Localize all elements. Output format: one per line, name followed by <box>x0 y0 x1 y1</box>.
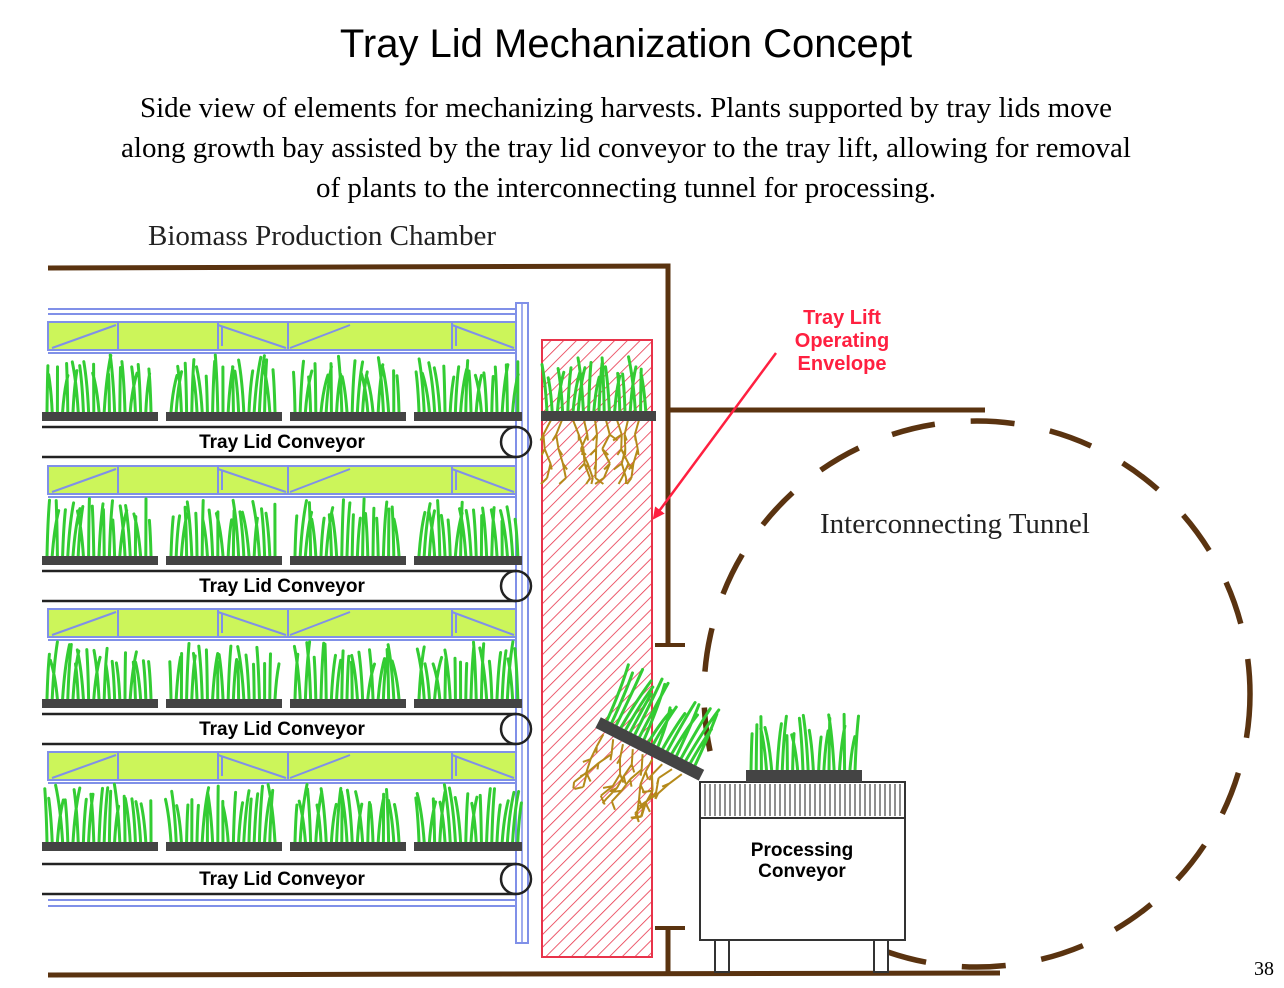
tray-lid <box>166 842 282 851</box>
tray-lid <box>42 556 158 565</box>
plant-cluster <box>294 356 400 412</box>
tray-lid <box>290 842 406 851</box>
plant-cluster <box>751 714 859 772</box>
top-rail <box>48 309 516 314</box>
tray-lid-conveyor-label: Tray Lid Conveyor <box>199 869 365 890</box>
callout-arrow <box>654 353 776 518</box>
subtitle-line: Side view of elements for mechanizing harvests. Plants supported by tray lids move <box>139 92 1113 124</box>
plant-cluster <box>416 359 518 412</box>
tray-lid <box>290 699 406 708</box>
plant-cluster <box>47 355 151 412</box>
tray-lid <box>42 412 158 421</box>
tray-lift-label-line: Operating <box>794 330 890 352</box>
plant-cluster <box>295 785 399 843</box>
processing-label-line: Conveyor <box>758 861 846 882</box>
plant-cluster <box>419 501 518 556</box>
tray-lift-label-line: Envelope <box>797 353 887 375</box>
conveyor-leg <box>715 940 729 972</box>
plant-cluster <box>295 499 399 556</box>
plant-cluster <box>294 642 399 699</box>
page-title: Tray Lid Mechanization Concept <box>339 22 913 66</box>
tray-lid <box>166 699 282 708</box>
plant-cluster <box>171 355 275 412</box>
growth-tier <box>42 466 531 601</box>
tray-lid <box>414 412 522 421</box>
tray-lid-conveyor-label: Tray Lid Conveyor <box>199 719 365 740</box>
plant-cluster <box>166 785 276 843</box>
tunnel-label: Interconnecting Tunnel <box>820 508 1090 540</box>
processing-conveyor <box>700 782 905 972</box>
bottom-rail <box>48 900 516 906</box>
tray-lid <box>414 842 522 851</box>
plant-cluster <box>170 644 279 700</box>
subtitle-line: along growth bay assisted by the tray lid conveyor to the tray lift, allowing for removal <box>121 132 1131 164</box>
page-number: 38 <box>1254 958 1274 980</box>
plant-cluster <box>47 499 151 556</box>
plant-cluster <box>417 642 518 699</box>
growth-tier <box>42 322 531 457</box>
plant-cluster <box>45 784 151 842</box>
tray-lid <box>166 412 282 421</box>
tray-lid <box>414 556 522 565</box>
chamber-label: Biomass Production Chamber <box>148 220 496 252</box>
processing-tray <box>746 714 862 782</box>
growth-tiers <box>42 322 531 906</box>
growth-tier <box>42 752 531 894</box>
tray-lid <box>290 556 406 565</box>
conveyor-leg <box>874 940 888 972</box>
tray-lid-conveyor-label: Tray Lid Conveyor <box>199 432 365 453</box>
plant-cluster <box>416 785 522 842</box>
growth-tier <box>42 609 531 744</box>
processing-label-line: Processing <box>750 840 854 861</box>
plant-cluster <box>171 500 275 556</box>
tray-lid <box>290 412 406 421</box>
tray-lift-label-line: Tray Lift <box>803 307 881 329</box>
plant-cluster <box>47 642 151 699</box>
tray-lid <box>414 699 522 708</box>
subtitle-line: of plants to the interconnecting tunnel for processing. <box>315 172 937 204</box>
tray-lid <box>166 556 282 565</box>
tray-lid-conveyor-label: Tray Lid Conveyor <box>199 576 365 597</box>
tray-lid <box>42 842 158 851</box>
tray-lid <box>42 699 158 708</box>
